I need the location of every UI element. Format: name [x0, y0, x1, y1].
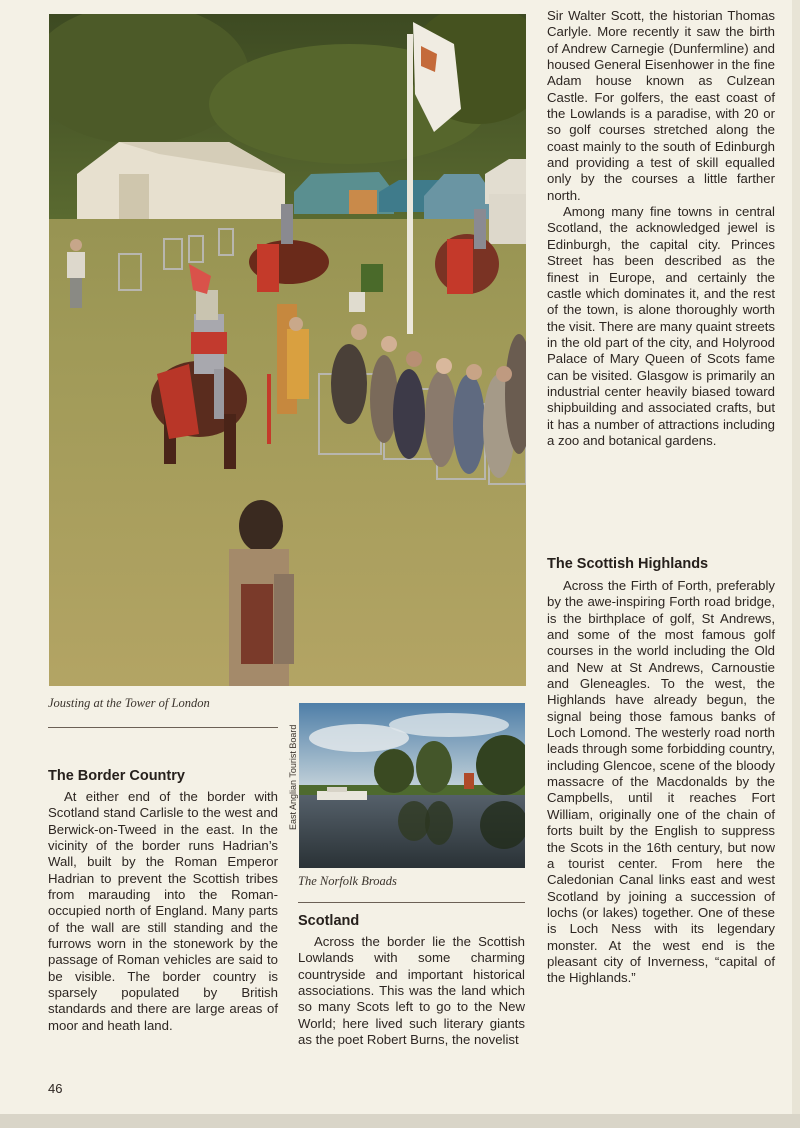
paragraph: Among many fine towns in central Scotland, the acknowledged jewel is Edinburgh, the capital city. Princes Street has been described as the finest in Europe, and certainly the castle which dominates it, and the rest of the town, is alone thoroughly worth the visit. There are many quaint streets in the old part of the city, and Holyrood Palace of Mary Queen of Scots fame can be visited. Glasgow is primarily an industrial center heavily biased toward shipbuilding and associated crafts, but it has a number of attractions including a zoo and botanical gardens.	[547, 204, 775, 448]
border-country-heading: The Border Country	[48, 768, 185, 784]
paragraph: Across the border lie the Scottish Lowlands with some charming countryside and important historical associations. This was the land which so many Scots left to go to the New World; here lived such literary giants as the poet Robert Burns, the novelist	[298, 934, 525, 1048]
norfolk-broads-photo	[299, 703, 525, 868]
scotland-continued-text	[547, 8, 775, 449]
scottish-highlands-heading: The Scottish Highlands	[547, 556, 709, 572]
middle-divider	[298, 902, 525, 903]
jousting-caption: Jousting at the Tower of London	[48, 696, 210, 710]
jousting-photo	[49, 14, 526, 686]
scottish-highlands-text	[547, 578, 775, 987]
paragraph: At either end of the border with Scotland stand Carlisle to the west and Berwick-on-Tweed in the east. In the vicinity of the border runs Hadrian’s Wall, built by the Roman Emperor Hadrian to prevent the Scottish tribes from marauding into the Roman-occupied north of England. Many parts of the wall are still standing and the furrows worn in the stonework by the passage of Roman vehicles are said to be visible. The border country is sparsely populated by British standards and there are large areas of moor and heath land.	[48, 789, 278, 1033]
paragraph: Across the Firth of Forth, preferably by the awe-inspiring Forth road bridge, is the birthplace of golf, St Andrews, and some of the most famous golf courses in the world including the Old and New at St Andrews, Carnoustie and Gleneagles. To the west, the Highlands have already begun, the signal being those famous banks of Loch Lomond. The westerly road north leads through some forbidding country, including Glencoe, scene of the bloody massacre of the Macdonalds by the Campbells, until it reaches Fort William, originally one of the chain of forts built by the English to suppress the Scots in the 16th century, but now a tourist center. From here the Caledonian Canal links east and west Scotland by joining a succession of lochs (or lakes) together. One of these is Loch Ness with its legendary monster. At the west end is the pleasant city of Inverness, “capital of the Highlands.”	[547, 578, 775, 986]
photo-credit	[287, 708, 299, 830]
page-number: 46	[48, 1081, 63, 1096]
paragraph: Sir Walter Scott, the historian Thomas Carlyle. More recently it saw the birth of Andrew Carnegie (Dunfermline) and housed General Eisenhower in the fine Adam house known as Culzean Castle. For golfers, the east coast of the Lowlands is a paradise, with 20 or so golf courses stretched along the coast mainly to the south of Edinburgh and providing a test of skill equalled only by the courses a little farther north.	[547, 8, 775, 203]
bottom-edge	[0, 1114, 800, 1128]
norfolk-broads-caption: The Norfolk Broads	[298, 874, 397, 888]
photo-credit-text: East Anglian Tourist Board	[288, 724, 298, 830]
page-edge	[792, 0, 800, 1128]
border-country-text	[48, 789, 278, 1034]
scotland-text	[298, 934, 525, 1048]
left-divider	[48, 727, 278, 728]
scotland-heading: Scotland	[298, 913, 360, 929]
